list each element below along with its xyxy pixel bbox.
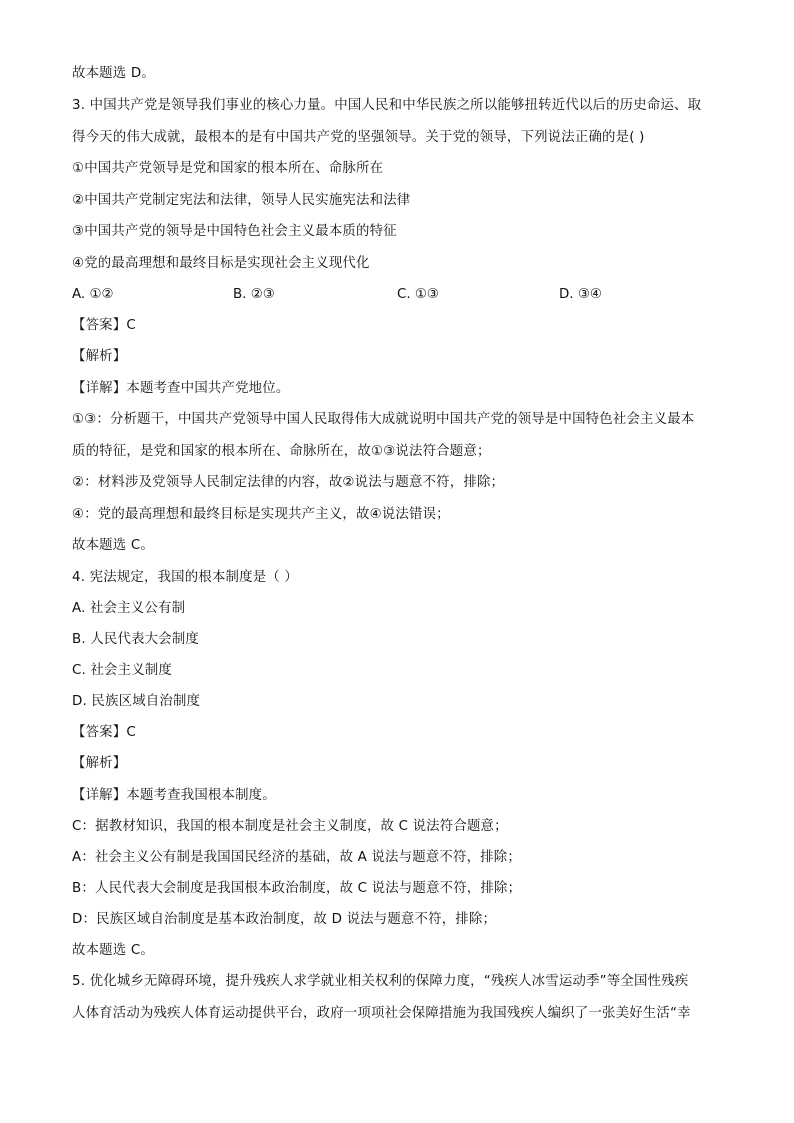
detail-line: B：人民代表大会制度是我国根本政治制度，故 C 说法与题意不符，排除； — [72, 881, 522, 896]
option-b: B. 人民代表大会制度 — [72, 632, 200, 647]
conclusion-line: 故本题选 C。 — [72, 943, 154, 958]
option-a: A. 社会主义公有制 — [72, 601, 186, 616]
option-d: D. ③④ — [559, 287, 602, 302]
option-c: C. ①③ — [397, 287, 439, 302]
question-3-options — [72, 285, 722, 305]
answer-label: 【答案】C — [72, 725, 136, 740]
detail-line: 【详解】本题考查我国根本制度。 — [72, 788, 276, 803]
detail-line: 【详解】本题考查中国共产党地位。 — [72, 381, 290, 396]
option-a: A. ①② — [72, 287, 114, 302]
statement-1: ①中国共产党领导是党和国家的根本所在、命脉所在 — [72, 161, 384, 176]
analysis-label: 【解析】 — [72, 349, 127, 364]
question-3-stem: 得今天的伟大成就，最根本的是有中国共产党的坚强领导。关于党的领导，下列说法正确的是( ) — [72, 130, 645, 145]
detail-line: ①③：分析题干，中国共产党领导中国人民取得伟大成就说明中国共产党的领导是中国特色社会主义最本 — [72, 412, 695, 427]
question-4-stem: 4. 宪法规定，我国的根本制度是（ ） — [72, 570, 298, 585]
question-5-stem: 5. 优化城乡无障碍环境，提升残疾人求学就业相关权利的保障力度，“残疾人冰雪运动季”等全国性残疾 — [72, 974, 689, 989]
detail-line: D：民族区域自治制度是基本政治制度，故 D 说法与题意不符，排除； — [72, 912, 497, 927]
statement-4: ④党的最高理想和最终目标是实现社会主义现代化 — [72, 256, 370, 271]
text-line: 故本题选 D。 — [72, 66, 155, 81]
statement-2: ②中国共产党制定宪法和法律，领导人民实施宪法和法律 — [72, 193, 411, 208]
option-d: D. 民族区域自治制度 — [72, 694, 201, 709]
statement-3: ③中国共产党的领导是中国特色社会主义最本质的特征 — [72, 224, 397, 239]
answer-label: 【答案】C — [72, 318, 136, 333]
option-c: C. 社会主义制度 — [72, 663, 173, 678]
conclusion-line: 故本题选 C。 — [72, 538, 154, 553]
detail-line: C：据教材知识，我国的根本制度是社会主义制度，故 C 说法符合题意； — [72, 819, 508, 834]
question-5-stem: 人体育活动为残疾人体育运动提供平台，政府一项项社会保障措施为我国残疾人编织了一张美好生活“幸 — [72, 1006, 691, 1021]
analysis-label: 【解析】 — [72, 756, 127, 771]
question-3-stem: 3. 中国共产党是领导我们事业的核心力量。中国人民和中华民族之所以能够扭转近代以后的历史命运、取 — [72, 98, 702, 113]
option-b: B. ②③ — [233, 287, 275, 302]
detail-line: A：社会主义公有制是我国国民经济的基础，故 A 说法与题意不符，排除； — [72, 850, 521, 865]
detail-line: 质的特征，是党和国家的根本所在、命脉所在，故①③说法符合题意； — [72, 444, 491, 459]
detail-line: ④：党的最高理想和最终目标是实现共产主义，故④说法错误； — [72, 507, 450, 522]
detail-line: ②：材料涉及党领导人民制定法律的内容，故②说法与题意不符，排除； — [72, 475, 505, 490]
